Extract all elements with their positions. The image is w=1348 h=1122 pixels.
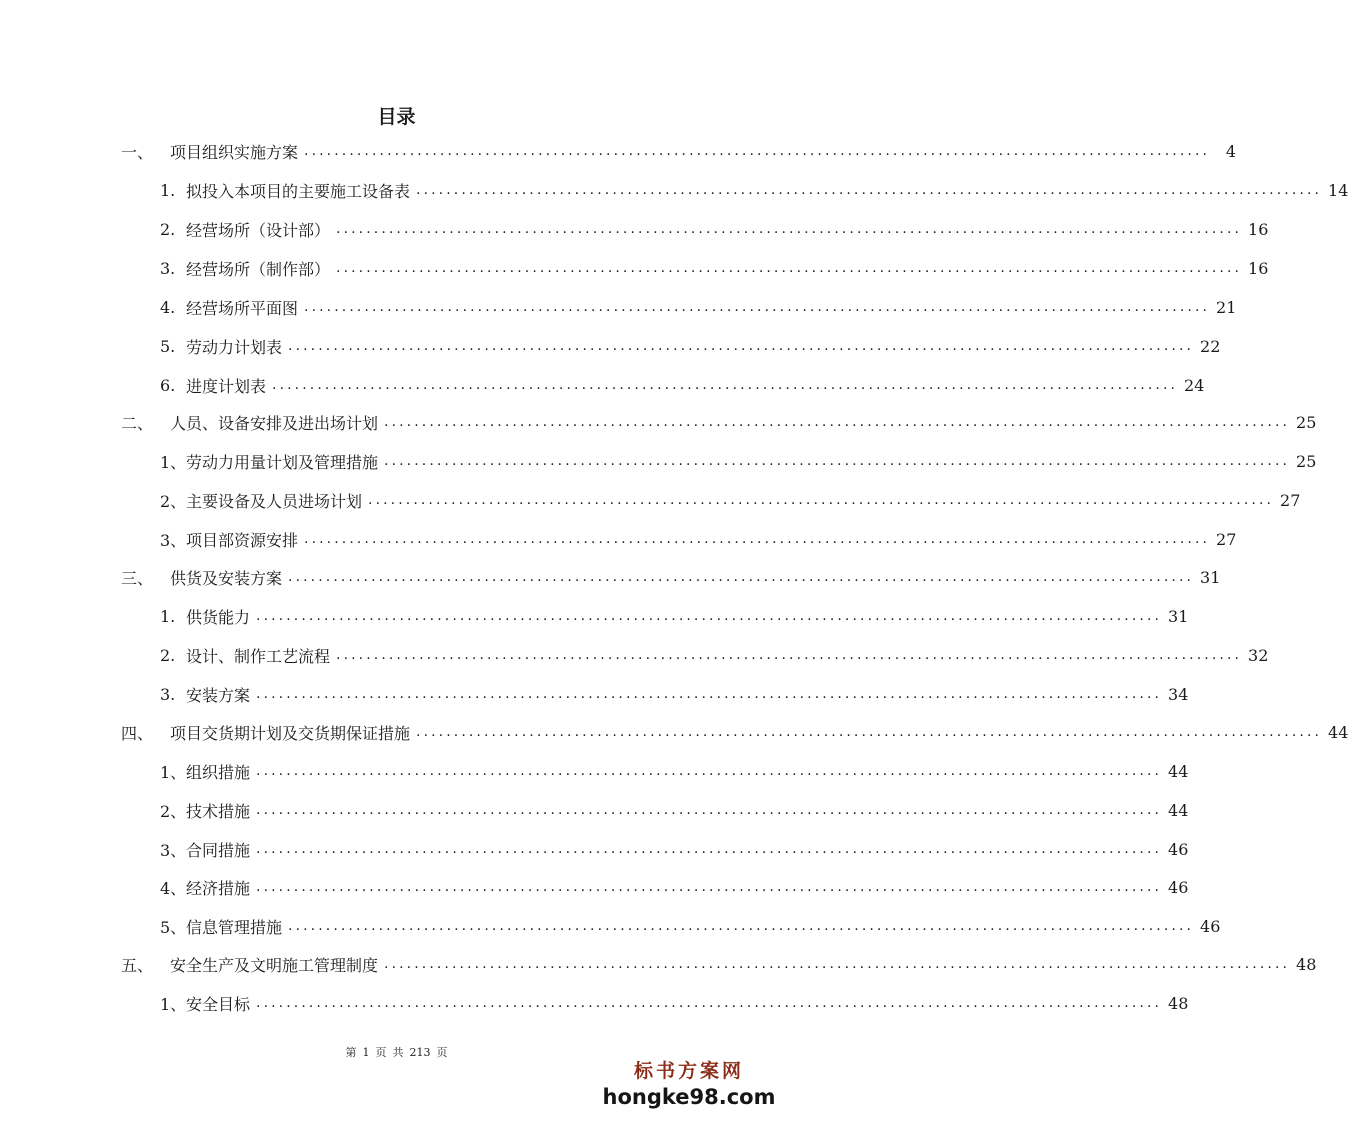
toc-entry-number: 1. [160,180,176,200]
toc-entry[interactable] [160,216,1269,242]
toc-entry[interactable] [160,874,1189,900]
toc-entry-number: 1、 [160,994,187,1014]
toc-entry[interactable] [160,603,1189,629]
toc-entry-label: 经济措施 [186,878,251,898]
toc-leader-dots: ........................................................................................................................ [336,260,1243,276]
toc-entry[interactable] [160,526,1237,552]
toc-entry-page: 31 [1168,606,1189,626]
toc-entry-page: 25 [1296,451,1317,471]
toc-entry-number: 3. [160,684,176,704]
toc-entry-label: 主要设备及人员进场计划 [186,491,363,511]
toc-entry[interactable] [160,913,1221,939]
footer-total-word: 共 [392,1046,404,1059]
toc-entry-page: 46 [1168,839,1189,859]
watermark [599,1058,779,1110]
toc-leader-dots: ........................................................................................................................ [256,879,1163,895]
toc-entry-number: 2、 [160,491,187,511]
toc-entry[interactable] [121,564,1221,590]
toc-entry-page: 48 [1296,954,1317,974]
toc-entry-label: 信息管理措施 [186,917,283,937]
toc-entry[interactable] [160,797,1189,823]
toc-entry-label: 劳动力用量计划及管理措施 [186,452,379,472]
toc-entry-number: 二、 [121,413,154,433]
toc-leader-dots: ........................................................................................................................ [416,182,1323,198]
toc-entry-number: 5、 [160,917,187,937]
toc-entry-number: 3. [160,258,176,278]
toc-entry[interactable] [160,177,1348,203]
watermark-url: hongke98.com [602,1085,776,1109]
toc-entry-label: 技术措施 [186,801,251,821]
toc-leader-dots: ........................................................................................................................ [304,143,1211,159]
toc-entry[interactable] [160,448,1317,474]
toc-entry-page: 25 [1296,412,1317,432]
toc-leader-dots: ........................................................................................................................ [384,956,1291,972]
toc-entry-page: 48 [1168,993,1189,1013]
toc-entry-label: 组织措施 [186,762,251,782]
toc-leader-dots: ........................................................................................................................ [288,338,1195,354]
footer-prefix: 第 [345,1046,357,1059]
toc-entry-number: 3、 [160,530,187,550]
toc-entry-label: 安全目标 [186,994,251,1014]
toc-entry-page: 44 [1328,722,1348,742]
toc-entry-page: 31 [1200,567,1221,587]
toc-entry[interactable] [160,681,1189,707]
toc-entry-number: 五、 [121,955,154,975]
toc-entry[interactable] [121,409,1317,435]
toc-leader-dots: ........................................................................................................................ [336,221,1243,237]
toc-entry[interactable] [160,487,1301,513]
toc-entry[interactable] [121,719,1348,745]
toc-leader-dots: ........................................................................................................................ [256,995,1163,1011]
toc-entry-label: 安装方案 [186,685,251,705]
toc-entry-number: 一、 [121,142,154,162]
toc-entry-page: 14 [1328,180,1348,200]
toc-entry[interactable] [160,836,1189,862]
toc-entry-number: 1、 [160,452,187,472]
toc-entry-label: 项目交货期计划及交货期保证措施 [170,723,411,743]
toc-entry-page: 21 [1216,297,1237,317]
toc-entry-label: 供货及安装方案 [170,568,283,588]
toc-entry-page: 34 [1168,684,1189,704]
toc-entry[interactable] [160,642,1269,668]
toc-entry-label: 经营场所平面图 [186,298,299,318]
toc-leader-dots: ........................................................................................................................ [256,608,1163,624]
toc-entry-label: 合同措施 [186,840,251,860]
toc-entry-label: 劳动力计划表 [186,337,283,357]
toc-entry-number: 三、 [121,568,154,588]
toc-entry-page: 4 [1225,141,1237,161]
toc-entry-number: 1、 [160,762,187,782]
toc-entry-label: 经营场所（设计部） [186,220,331,240]
toc-entry-label: 安全生产及文明施工管理制度 [170,955,379,975]
toc-leader-dots: ........................................................................................................................ [384,414,1291,430]
toc-entry-number: 2. [160,645,176,665]
toc-leader-dots: ........................................................................................................................ [368,492,1275,508]
toc-entry[interactable] [160,294,1237,320]
toc-entry-label: 经营场所（制作部） [186,259,331,279]
toc-entry-number: 4、 [160,878,187,898]
toc-entry[interactable] [160,990,1189,1016]
toc-leader-dots: ........................................................................................................................ [304,299,1211,315]
toc-entry-number: 5. [160,336,176,356]
toc-leader-dots: ........................................................................................................................ [336,647,1243,663]
toc-entry-number: 6. [160,375,176,395]
toc-entry-label: 项目部资源安排 [186,530,299,550]
toc-entry-page: 46 [1168,877,1189,897]
toc-entry-number: 1. [160,606,176,626]
toc-entry-number: 3、 [160,840,187,860]
toc-entry-page: 22 [1200,336,1221,356]
toc-entry-label: 进度计划表 [186,376,267,396]
toc-entry-number: 4. [160,297,176,317]
footer-total-pages: 213 [409,1046,431,1059]
toc-leader-dots: ........................................................................................................................ [256,686,1163,702]
footer-current-page: 1 [362,1046,370,1059]
toc-entry[interactable] [160,758,1189,784]
toc-entry[interactable] [160,255,1269,281]
toc-leader-dots: ........................................................................................................................ [256,841,1163,857]
toc-entry-page: 32 [1248,645,1269,665]
toc-entry-page: 16 [1248,219,1269,239]
toc-leader-dots: ........................................................................................................................ [384,453,1291,469]
toc-entry[interactable] [160,333,1221,359]
toc-leader-dots: ........................................................................................................................ [256,763,1163,779]
watermark-cn: 标书方案网 [633,1060,744,1082]
toc-entry-page: 16 [1248,258,1269,278]
toc-leader-dots: ........................................................................................................................ [304,531,1211,547]
toc-entry[interactable] [160,372,1205,398]
toc-entry-page: 24 [1184,375,1205,395]
toc-entry-label: 项目组织实施方案 [170,142,299,162]
footer-suffix: 页 [436,1046,448,1059]
toc-entry-label: 人员、设备安排及进出场计划 [170,413,379,433]
toc-entry-page: 46 [1200,916,1221,936]
toc-leader-dots: ........................................................................................................................ [288,569,1195,585]
toc-entry[interactable] [121,951,1317,977]
footer-page-word: 页 [375,1046,387,1059]
toc-entry-label: 拟投入本项目的主要施工设备表 [186,181,411,201]
toc-title: 目录 [377,106,416,128]
toc-entry-page: 27 [1216,529,1237,549]
toc-leader-dots: ........................................................................................................................ [272,377,1179,393]
toc-entry-number: 四、 [121,723,154,743]
toc-leader-dots: ........................................................................................................................ [256,802,1163,818]
toc-entry-number: 2、 [160,801,187,821]
toc-entry-page: 44 [1168,800,1189,820]
toc-leader-dots: ........................................................................................................................ [288,918,1195,934]
toc-leader-dots: ........................................................................................................................ [416,724,1323,740]
toc-entry-page: 27 [1280,490,1301,510]
toc-entry-page: 44 [1168,761,1189,781]
toc-entry-label: 设计、制作工艺流程 [186,646,331,666]
toc-entry[interactable] [121,138,1237,164]
toc-entry-number: 2. [160,219,176,239]
toc-entry-label: 供货能力 [186,607,251,627]
